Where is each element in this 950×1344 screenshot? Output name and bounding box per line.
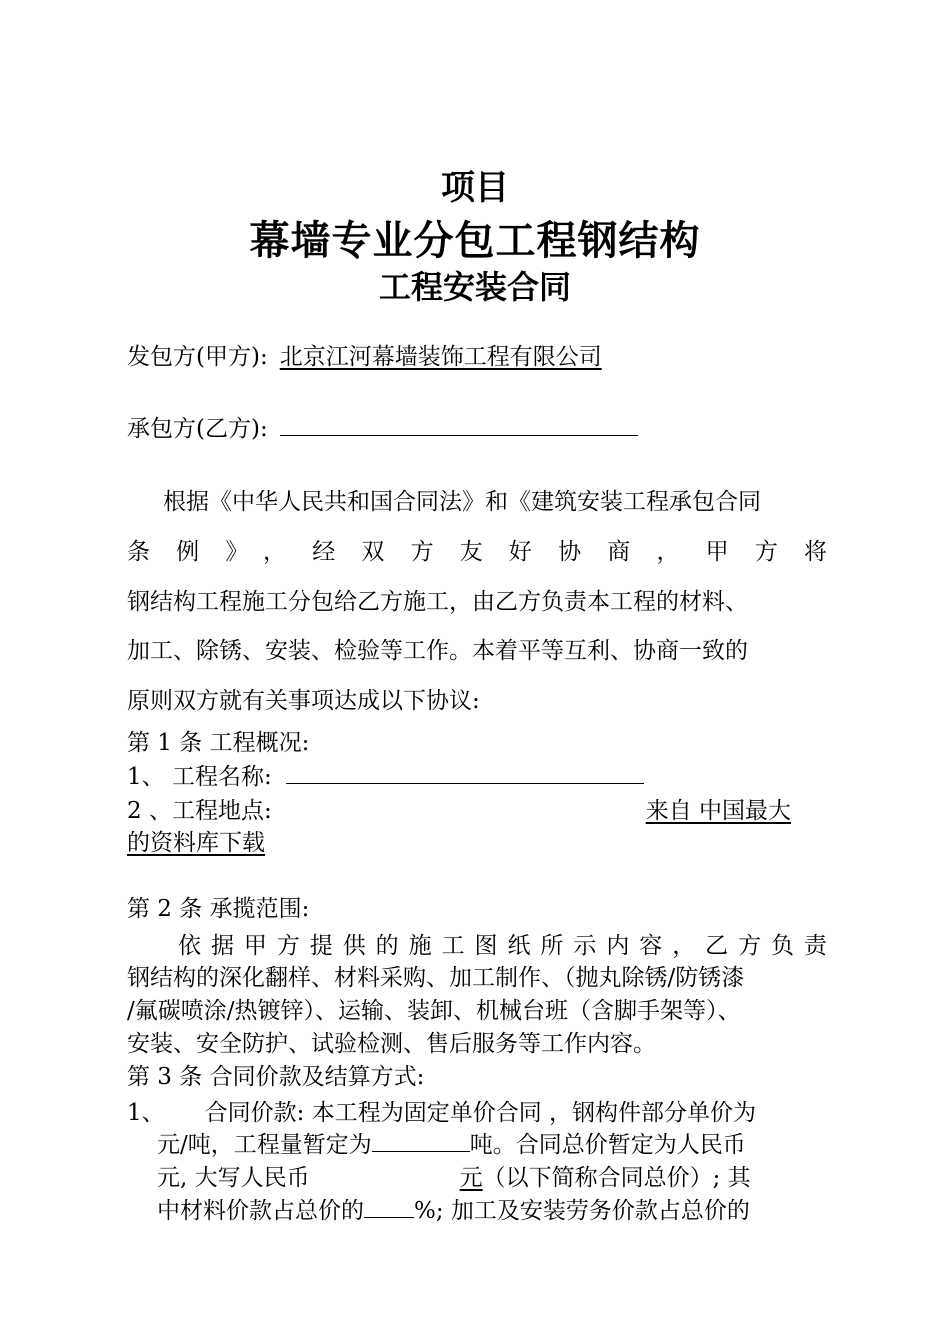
preamble-line-2: 条例》，经双方友好协商，甲方将 bbox=[127, 539, 827, 565]
labor-share-text: %; 加工及安装劳务价款占总价的 bbox=[414, 1198, 750, 1224]
material-share-label: 中材料价款占总价的 bbox=[157, 1198, 364, 1224]
party-b-blank bbox=[280, 413, 638, 436]
article3-item1-line2 bbox=[157, 1126, 746, 1159]
amount-words-label: 元, 大写人民币 bbox=[157, 1165, 310, 1191]
article3-item1-text: 合同价款: 本工程为固定单价合同 ，钢构件部分单价为 bbox=[204, 1100, 757, 1126]
amount-words-blank: 元 bbox=[459, 1165, 483, 1191]
article1-item2 bbox=[127, 792, 791, 825]
article1-item2-cont: 的资料库下载 bbox=[127, 830, 265, 856]
article1-item1 bbox=[127, 758, 644, 791]
article1-heading: 第 1 条 工程概况: bbox=[127, 730, 310, 756]
party-a-line bbox=[127, 338, 602, 371]
project-location-label: 2 、工程地点: bbox=[127, 798, 272, 824]
contract-total-note: （以下简称合同总价）; 其 bbox=[482, 1165, 751, 1191]
total-price-text: 吨。合同总价暂定为人民币 bbox=[469, 1132, 746, 1158]
title-main: 幕墙专业分包工程钢结构 bbox=[249, 218, 701, 264]
project-name-label: 1、 工程名称: bbox=[127, 764, 272, 790]
material-share-blank bbox=[364, 1195, 414, 1218]
project-location-value: 来自 中国最大 bbox=[645, 798, 792, 824]
party-b-line bbox=[127, 410, 638, 443]
title-project: 项目 bbox=[441, 168, 509, 208]
article3-item1-line1 bbox=[127, 1094, 756, 1127]
article2-line-1: 依据甲方提供的施工图纸所示内容，乙方负责 bbox=[178, 933, 827, 959]
article3-item1-number: 1、 bbox=[127, 1100, 165, 1126]
party-b-label: 承包方(乙方): bbox=[127, 416, 268, 442]
article2-heading: 第 2 条 承揽范围: bbox=[127, 896, 310, 922]
article2-line-2: 钢结构的深化翻样、材料采购、加工制作、（抛丸除锈/防锈漆 bbox=[127, 965, 745, 991]
party-a-value: 北京江河幕墙装饰工程有限公司 bbox=[279, 344, 602, 370]
preamble-line-1: 根据《中华人民共和国合同法》和《建筑安装工程承包合同 bbox=[163, 489, 761, 515]
preamble-line-4: 加工、除锈、安装、检验等工作。本着平等互利、协商一致的 bbox=[127, 638, 748, 664]
preamble-line-3: 钢结构工程施工分包给乙方施工，由乙方负责本工程的材料、 bbox=[127, 589, 748, 615]
article2-line-4: 安装、安全防护、试验检测、售后服务等工作内容。 bbox=[127, 1031, 656, 1057]
unit-price-text: 元/吨，工程量暂定为 bbox=[157, 1132, 372, 1158]
article2-line-3: /氟碳喷涂/热镀锌）、运输、装卸、机械台班（含脚手架等）、 bbox=[127, 998, 741, 1024]
party-a-label: 发包方(甲方): bbox=[127, 344, 268, 370]
project-name-blank bbox=[286, 761, 644, 784]
article3-heading: 第 3 条 合同价款及结算方式: bbox=[127, 1064, 425, 1090]
preamble-line-5: 原则双方就有关事项达成以下协议: bbox=[127, 688, 480, 714]
article3-item1-line4 bbox=[157, 1192, 750, 1225]
quantity-blank bbox=[372, 1129, 470, 1152]
title-sub: 工程安装合同 bbox=[378, 268, 571, 306]
article3-item1-line3 bbox=[157, 1159, 751, 1192]
